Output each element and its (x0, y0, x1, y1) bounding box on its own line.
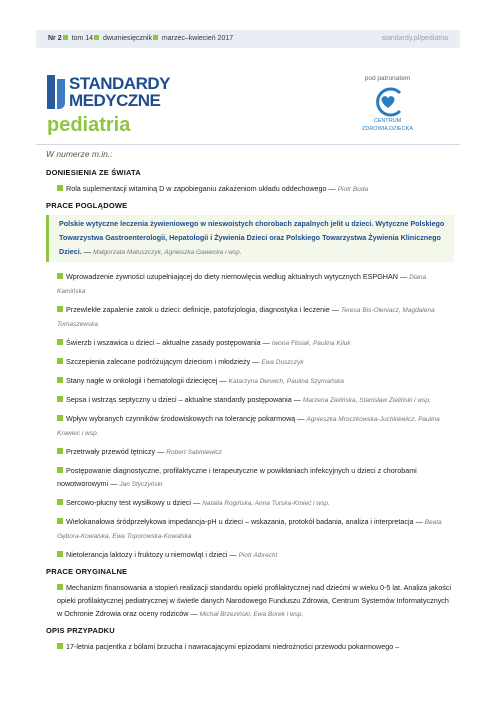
toc-item-authors: Diana Kamińska (57, 274, 427, 295)
toc-item[interactable]: Przetrwały przewód tętniczy — Robert Sabiniewicz (57, 445, 454, 459)
bullet-icon (57, 448, 63, 454)
toc-item-authors: Michał Brzeziński, Ewa Borek i wsp. (199, 611, 304, 618)
featured-article-authors: Małgorzata Matuszczyk, Agnieszka Gawecka i wsp. (92, 249, 242, 256)
bullet-icon (57, 518, 63, 524)
bullet-icon (57, 396, 63, 402)
toc-item[interactable]: Sercowo-płucny test wysiłkowy u dzieci — Natalia Rogińska, Anna Turska-Kmieć i wsp. (57, 496, 454, 510)
issue-info-bar (36, 30, 460, 48)
toc-item-authors: Agnieszka Mroczkowska-Juchkiewicz, Paulina Krawiec i wsp. (57, 416, 440, 437)
bullet-icon (57, 551, 63, 557)
intro-text: W numerze m.in.: (46, 149, 113, 159)
bullet-icon (153, 35, 158, 40)
bullet-icon (57, 339, 63, 345)
patron-name-1: CENTRUM (373, 118, 402, 124)
toc-item-authors: Teresa Bis-Oleniacz, Magdalena Tomaszewska (57, 307, 435, 328)
featured-article[interactable]: Polskie wytyczne leczenia żywieniowego w nieswoistych chorobach zapalnych jelit u dzieci. Wytyczne Polskiego Towarzystwa Gastroenterologii, Hepatologii i Żywienia Dzieci oraz Polskiego Towarzystwa Żywienia Klinicznego Dzieci. — Małgorzata Matuszczyk, Agnieszka Gawecka i wsp. (46, 215, 454, 262)
toc-item[interactable]: Sepsa i wstrząs septyczny u dzieci – aktualne standardy postępowania — Marzena Zielińska, Stanisław Zieliński i wsp. (57, 393, 454, 407)
toc-item[interactable]: Rola suplementacji witaminą D w zapobieganiu zakażeniom układu oddechowego — Piotr Buda (57, 182, 454, 196)
bullet-icon (57, 499, 63, 505)
toc-item[interactable]: Mechanizm finansowania a stopień realizacji standardu opieki profilaktycznej nad dziećmi w wieku 0-5 lat. Analiza jakości opieki profilaktycznej pediatrycznej w świetle danych Narodowego Funduszu Zdrowia, Centrum Systemów Informatycznych w Ochronie Zdrowia oraz oceny rodziców — Michał Brzeziński, Ewa Borek i wsp. (57, 583, 452, 618)
issue-number: Nr 2 (48, 35, 62, 42)
toc-item[interactable]: Wpływ wybranych czynników środowiskowych na tolerancję pokarmową — Agnieszka Mroczkowska-Juchkiewicz, Paulina Krawiec i wsp. (57, 414, 440, 437)
toc-item-title: Nietolerancja laktozy i fruktozy u niemowląt i dzieci (66, 550, 228, 559)
section-title: PRACE ORYGINALNE (46, 567, 128, 576)
issue-period: marzec–kwiecień 2017 (161, 35, 234, 42)
toc-item-authors: Katarzyna Derwich, Paulina Szymańska (228, 378, 344, 385)
bullet-icon (57, 273, 63, 279)
logo-text (69, 75, 170, 109)
patronage-label: pod patronatem (364, 75, 411, 82)
toc-item-authors: Beata Gębora-Kowalska, Ewa Toporowska-Kowalska (57, 519, 442, 540)
toc-item-authors: Natalia Rogińska, Anna Turska-Kmieć i wsp. (202, 500, 330, 507)
toc-item[interactable]: Postępowanie diagnostyczne, profilaktyczne i terapeutyczne w powikłaniach infekcyjnych u dzieci z chorobami nowotworowymi — Jan Styczyński (57, 466, 417, 488)
section-title: DONIESIENIA ZE ŚWIATA (46, 168, 141, 177)
toc-item-title: Rola suplementacji witaminą D w zapobieganiu zakażeniom układu oddechowego (66, 184, 327, 193)
issue-volume: tom 14 (71, 35, 93, 42)
bullet-icon (63, 35, 68, 40)
toc-item-title: Wpływ wybranych czynników środowiskowych na tolerancję pokarmową (66, 414, 296, 423)
toc-item[interactable]: Przewlekłe zapalenie zatok u dzieci: definicje, patofizjologia, diagnostyka i leczenie — Teresa Bis-Oleniacz, Magdalena Tomaszewska (57, 305, 435, 328)
issue-info (48, 30, 233, 48)
toc-item-authors: Piotr Albrecht (238, 552, 278, 559)
toc-item-authors: Iwona Flisiak, Paulina Kiluk (271, 340, 351, 347)
bullet-icon (94, 35, 99, 40)
bullet-icon (57, 415, 63, 421)
toc-item-title: Szczepienia zalecane podróżującym dzieciom i młodzieży (66, 357, 251, 366)
journal-subtitle: pediatria (47, 114, 131, 136)
toc-item-title: 17-letnia pacjentka z bólami brzucha i nawracającymi epizodami niedrożności przewodu pokarmowego – (66, 642, 400, 651)
toc-item-title: Wprowadzenie żywności uzupełniającej do diety niemowlęcia według aktualnych wytycznych ESPGHAN (66, 272, 398, 281)
toc-item[interactable]: Stany nagłe w onkologii i hematologii dziecięcej — Katarzyna Derwich, Paulina Szymańska (57, 374, 454, 388)
brand-logo (47, 75, 207, 111)
site-url[interactable]: standardy.pl/pediatria (381, 35, 448, 42)
toc-item-authors: Marzena Zielińska, Stanisław Zieliński i wsp. (302, 397, 431, 404)
table-of-contents (46, 165, 454, 658)
bullet-icon (57, 377, 63, 383)
bullet-icon (57, 306, 63, 312)
bullet-icon (57, 643, 63, 649)
patronage (350, 75, 425, 133)
logo-line-2: MEDYCZNE (69, 91, 161, 110)
toc-item-title: Sepsa i wstrząs septyczny u dzieci – aktualne standardy postępowania (66, 395, 292, 404)
logo-line-1: STANDARDY (69, 74, 170, 93)
bullet-icon (57, 185, 63, 191)
bullet-icon (57, 584, 63, 590)
logo-mark-icon (47, 75, 65, 109)
toc-item[interactable]: Szczepienia zalecane podróżującym dzieciom i młodzieży — Ewa Duszczyk (57, 355, 454, 369)
section-title: OPIS PRZYPADKU (46, 626, 115, 635)
toc-item-title: Mechanizm finansowania a stopień realizacji standardu opieki profilaktycznej nad dziećmi w wieku 0-5 lat. Analiza jakości opieki profilaktycznej pediatrycznej w świetle danych Narodowego Funduszu Zdrowia, Centrum Systemów Informatycznych w Ochronie Zdrowia oraz oceny rodziców (57, 583, 452, 618)
patron-name-2: ZDROWIA DZIECKA (361, 126, 414, 132)
toc-item-authors: Piotr Buda (337, 186, 369, 193)
toc-item-title: Przetrwały przewód tętniczy (66, 447, 156, 456)
toc-item-title: Sercowo-płucny test wysiłkowy u dzieci (66, 498, 192, 507)
toc-item-title: Postępowanie diagnostyczne, profilaktyczne i terapeutyczne w powikłaniach infekcyjnych u dzieci z chorobami nowotworowymi (57, 466, 417, 488)
issue-frequency: dwumiesięcznik (102, 35, 152, 42)
toc-item[interactable]: Wprowadzenie żywności uzupełniającej do diety niemowlęcia według aktualnych wytycznych ESPGHAN — Diana Kamińska (57, 272, 427, 295)
header-divider (36, 144, 460, 145)
toc-item-title: Stany nagłe w onkologii i hematologii dziecięcej (66, 376, 218, 385)
toc-item[interactable]: Świerzb i wszawica u dzieci – aktualne zasady postępowania — Iwona Flisiak, Paulina Kiluk (57, 336, 454, 350)
featured-article-title: Polskie wytyczne leczenia żywieniowego w nieswoistych chorobach zapalnych jelit u dzieci. Wytyczne Polskiego Towarzystwa Gastroenterologii, Hepatologii i Żywienia Dzieci oraz Polskiego Towarzystwa Żywienia Klinicznego Dzieci. (59, 219, 445, 256)
toc-item-authors: Robert Sabiniewicz (166, 449, 222, 456)
heart-logo-icon (371, 87, 405, 117)
toc-item-authors: Jan Styczyński (119, 481, 163, 488)
toc-item[interactable] (57, 640, 454, 653)
toc-item-authors: Ewa Duszczyk (261, 359, 304, 366)
toc-item[interactable]: Nietolerancja laktozy i fruktozy u niemowląt i dzieci — Piotr Albrecht (57, 548, 454, 562)
bullet-icon (57, 358, 63, 364)
toc-item-title: Wielokanałowa śródprzełykowa impedancja-pH u dzieci – wskazania, protokół badania, analiza i interpretacja (66, 517, 414, 526)
toc-item[interactable]: Wielokanałowa śródprzełykowa impedancja-pH u dzieci – wskazania, protokół badania, analiza i interpretacja — Beata Gębora-Kowalska, Ewa Toporowska-Kowalska (57, 517, 442, 540)
toc-item-title: Przewlekłe zapalenie zatok u dzieci: definicje, patofizjologia, diagnostyka i leczenie (66, 305, 330, 314)
bullet-icon (57, 467, 63, 473)
section-title: PRACE POGLĄDOWE (46, 201, 128, 210)
toc-item-title: Świerzb i wszawica u dzieci – aktualne zasady postępowania (66, 338, 261, 347)
